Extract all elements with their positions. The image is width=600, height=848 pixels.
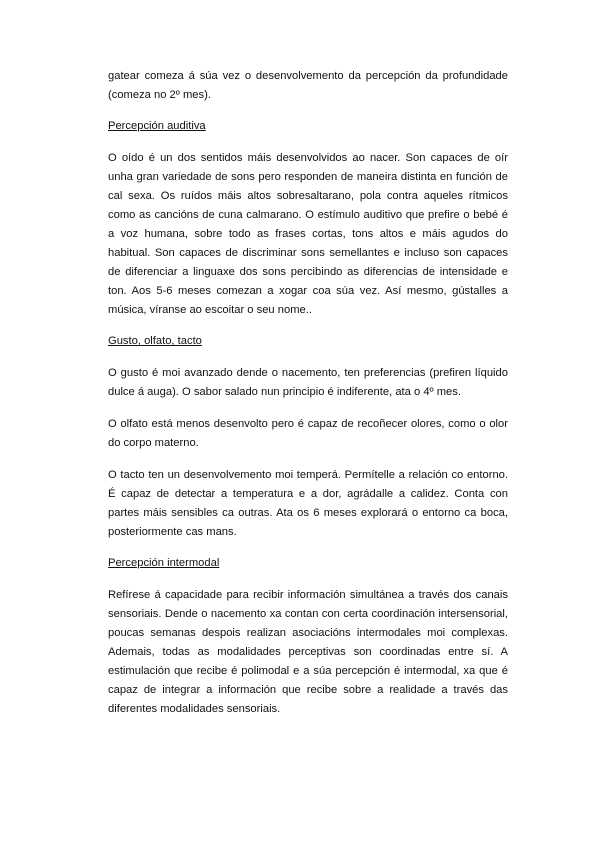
paragraph-intermodal: Refírese á capacidade para recibir información simultánea a través dos canais sensoriais. Dende o nacemento xa contan con certa coordinación intersensorial, poucas semanas despois realizan asociacións intermodales moi complexas. Ademais, todas as modalidades perceptivas son coordinadas entre sí. A estimulación que recibe é polimodal e a súa percepción é intermodal, xa que é capaz de integrar a información que recibe sobre a realidade a través das diferentes modalidades sensoriais. [108, 589, 508, 715]
paragraph-touch: O tacto ten un desenvolvemento moi temperá. Permítelle a relación co entorno. É capaz de detectar a temperatura e a dor, agrádalle a calidez. Conta con partes máis sensibles ca outras. Ata os 6 meses explorará o entorno ca boca, posteriormente cas mans. [108, 469, 508, 538]
paragraph-auditory: O oído é un dos sentidos máis desenvolvidos ao nacer. Son capaces de oír unha gran variedade de sons pero responden de maneira distinta en función de cal sexa. Os ruídos máis altos sobresaltarano, pola contra aqueles rítmicos como as cancións de cuna calmarano. O estímulo auditivo que prefire o bebé é a voz humana, sobre todo as frases cortas, tons altos e máis agudos do habitual. Son capaces de discriminar sons semellantes e incluso son capaces de diferenciar a linguaxe dos sons percibindo as diferencias de intensidade e ton. Aos 5-6 meses comezan a xogar coa súa vez. Así mesmo, gústalles a música, víranse ao escoitar o seu nome.. [108, 152, 508, 316]
paragraph-taste: O gusto é moi avanzado dende o nacemento, ten preferencias (prefiren líquido dulce á auga). O sabor salado nun principio é indiferente, ata o 4º mes. [108, 367, 508, 398]
intro-paragraph: gatear comeza á súa vez o desenvolvemento da percepción da profundidade (comeza no 2º mes). [108, 70, 508, 101]
section-heading-taste-smell-touch: Gusto, olfato, tacto [108, 335, 202, 347]
section-heading-auditory: Percepción auditiva [108, 120, 206, 132]
paragraph-smell: O olfato está menos desenvolto pero é capaz de recoñecer olores, como o olor do corpo materno. [108, 418, 508, 449]
section-heading-intermodal: Percepción intermodal [108, 557, 220, 569]
